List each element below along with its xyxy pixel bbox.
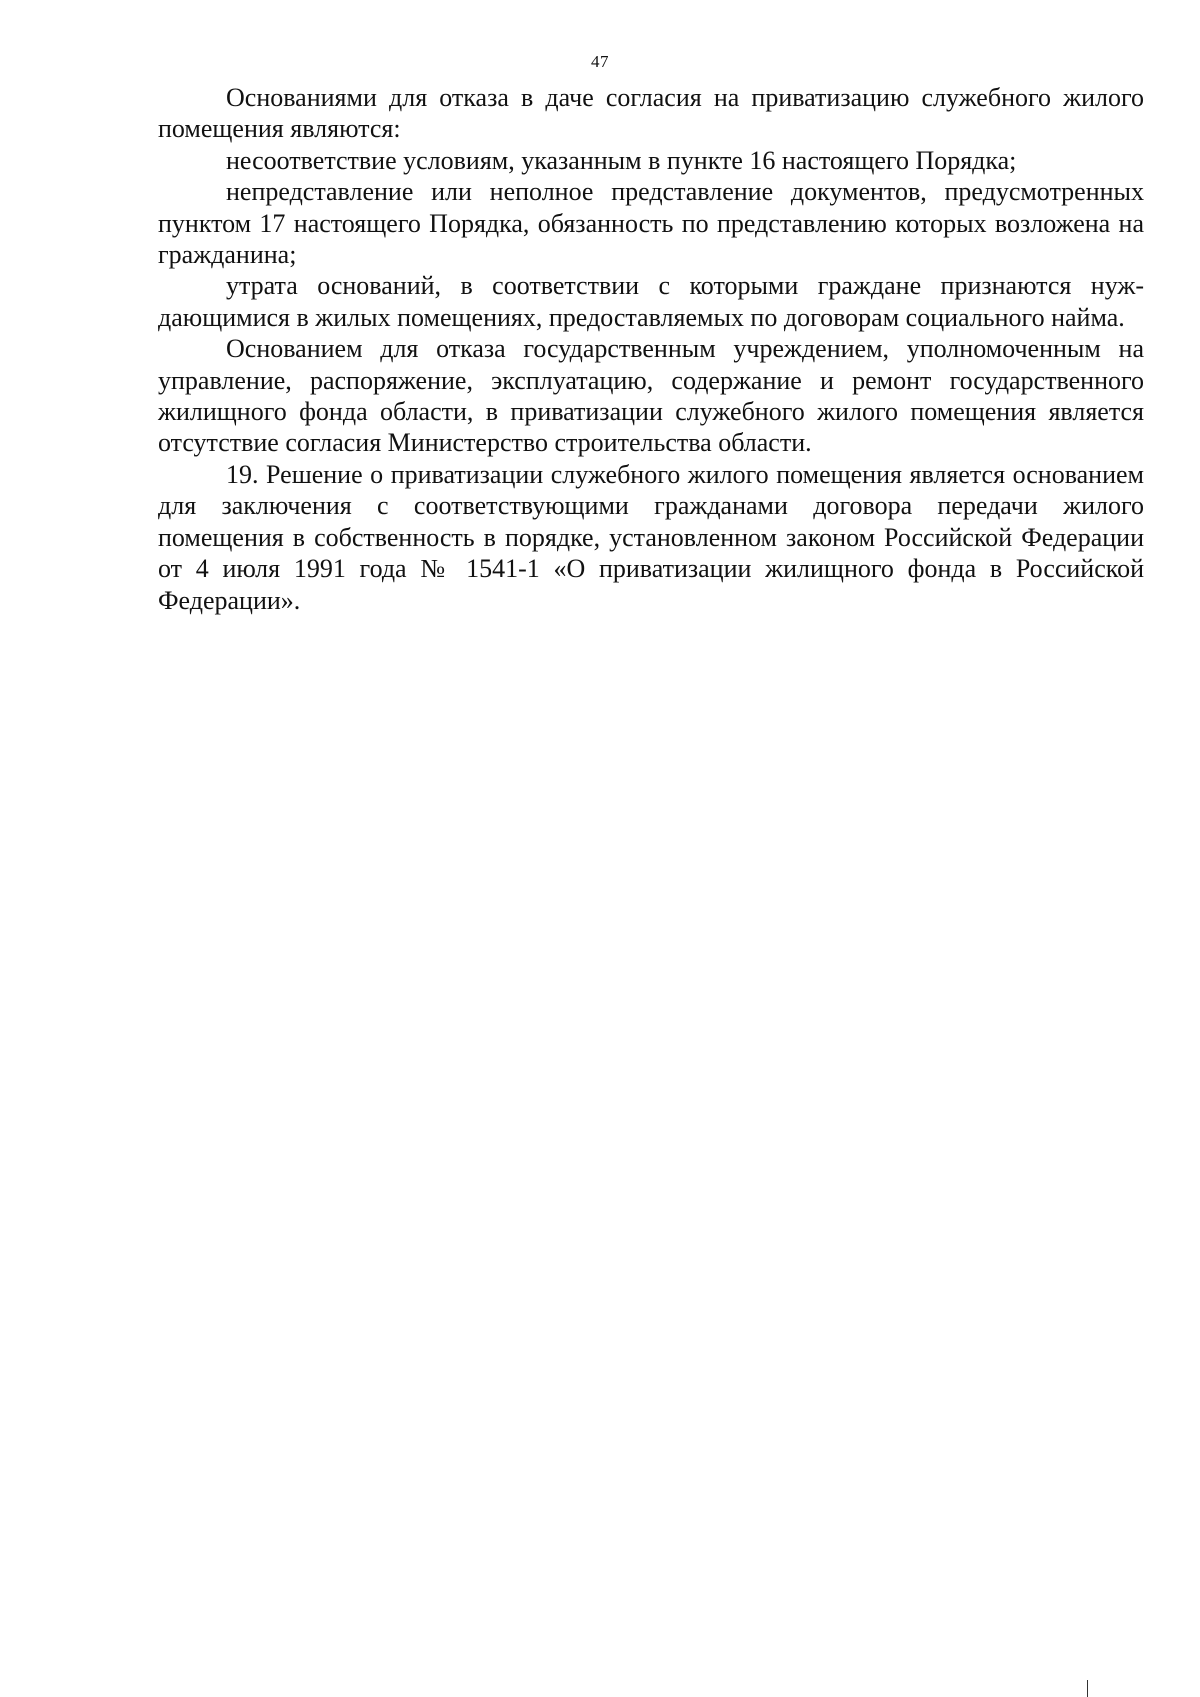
paragraph-refusal-grounds-intro: Основаниями для отказа в даче согласия на приватизацию служебного жилого помещения являются: bbox=[158, 83, 1144, 144]
page-number: 47 bbox=[591, 52, 609, 71]
paragraph-nonconformity: несоответствие условиям, указанным в пункте 16 настоящего Порядка; bbox=[226, 145, 1017, 175]
paragraph-loss-of-grounds: утрата оснований, в соответствии с которыми граждане признаются нуждающимися в жилых помещениях, предоставляемых по договорам социального найма. bbox=[158, 271, 1144, 332]
paragraph-item-19: 19. Решение о приватизации служебного жилого помещения является основанием для заключения с соответствующими гражданами договора передачи жилого помещения в собственность в порядке, установленном законом Российской Федерации от 4 июля 1991 года № 1541-1 «О приватизации жилищного фонда в Российской Федерации». bbox=[158, 459, 1144, 615]
document-body bbox=[158, 82, 1144, 616]
scan-edge-mark bbox=[1087, 1680, 1088, 1697]
paragraph-missing-documents: непредставление или неполное представление документов, предусмотренных пунктом 17 настоящего Порядка, обязанность по представлению которых возложена на гражданина; bbox=[158, 177, 1144, 270]
paragraph-institution-refusal: Основанием для отказа государственным учреждением, уполномоченным на управление, распоряжение, эксплуатацию, содержание и ремонт государственного жилищного фонда области, в приватизации служебного жилого помещения является отсутствие согласия Министерство строительства области. bbox=[158, 334, 1144, 458]
